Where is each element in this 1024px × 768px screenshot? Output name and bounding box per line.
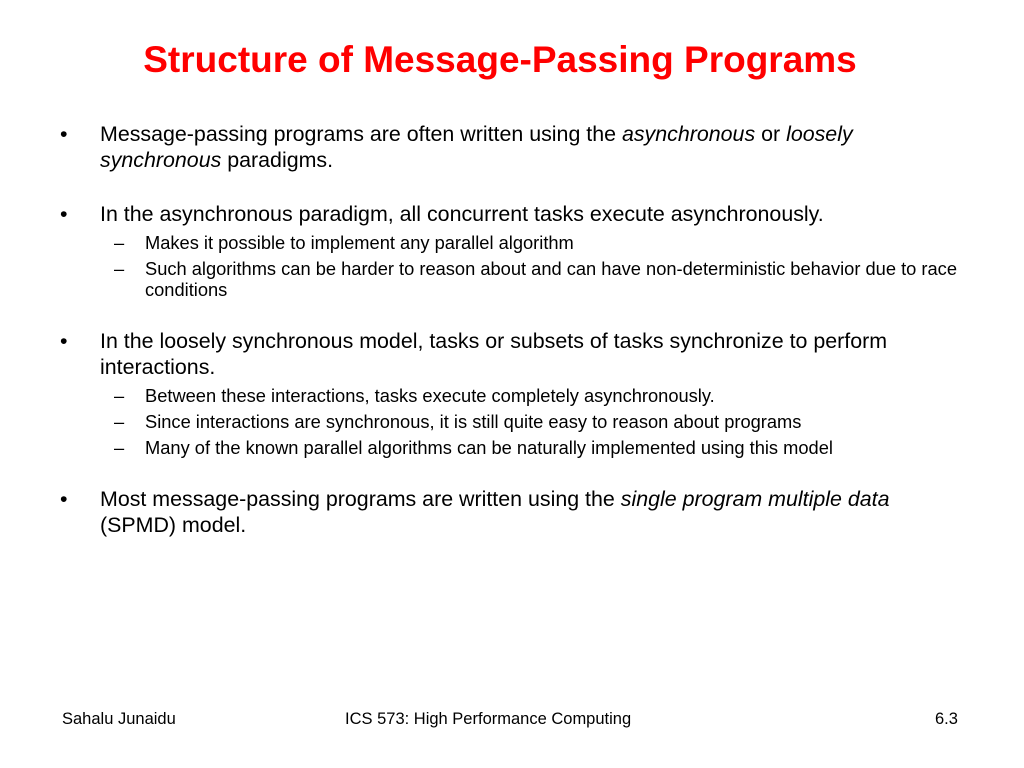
bullet-text (100, 122, 853, 172)
bullet-text-emphasis: loosely synchronous (100, 122, 853, 172)
sub-bullet-item (60, 258, 960, 300)
bullet-text-segment: (SPMD) model. (100, 513, 247, 537)
bullet-text: In the asynchronous paradigm, all concurrent tasks execute asynchronously. (100, 202, 824, 226)
slide-content (60, 121, 960, 538)
dash-icon: – (114, 437, 125, 458)
footer-author: Sahalu Junaidu (62, 710, 176, 728)
bullet-dot-icon: • (60, 487, 68, 511)
sub-bullet-text: Such algorithms can be harder to reason about and can have non-deterministic behavior due to race conditions (145, 258, 957, 300)
dash-icon: – (114, 232, 125, 253)
sub-bullet-item (60, 385, 960, 406)
bullet-text: In the loosely synchronous model, tasks or subsets of tasks synchronize to perform interactions. (100, 329, 888, 379)
bullet-text-segment: Message-passing programs are often written using the (100, 122, 622, 146)
sub-bullet-list (60, 232, 960, 300)
bullet-item (60, 328, 960, 380)
bullet-text-segment: or (755, 122, 787, 146)
dash-icon: – (114, 385, 125, 406)
sub-bullet-text: Many of the known parallel algorithms can be naturally implemented using this model (145, 437, 833, 458)
dash-icon: – (114, 258, 125, 279)
bullet-text-segment: Most message-passing programs are written using the (100, 487, 621, 511)
dash-icon: – (114, 411, 125, 432)
bullet-item (60, 486, 960, 538)
bullet-item (60, 121, 960, 173)
sub-bullet-item (60, 411, 960, 432)
sub-bullet-text: Makes it possible to implement any parallel algorithm (145, 232, 574, 253)
slide-title: Structure of Message-Passing Programs (143, 39, 857, 80)
bullet-item (60, 201, 960, 227)
bullet-dot-icon: • (60, 202, 68, 226)
bullet-text (100, 487, 889, 537)
bullet-dot-icon: • (60, 329, 68, 353)
bullet-text-emphasis: single program multiple data (620, 487, 890, 511)
bullet-text-segment: paradigms. (221, 148, 334, 172)
footer-course: ICS 573: High Performance Computing (345, 710, 632, 728)
sub-bullet-item (60, 232, 960, 253)
sub-bullet-list (60, 385, 960, 458)
sub-bullet-item (60, 437, 960, 458)
bullet-text-emphasis: asynchronous (621, 122, 756, 146)
sub-bullet-text: Between these interactions, tasks execute completely asynchronously. (145, 385, 715, 406)
page-number: 6.3 (935, 710, 958, 728)
bullet-dot-icon: • (60, 122, 68, 146)
sub-bullet-text: Since interactions are synchronous, it is still quite easy to reason about programs (145, 411, 802, 432)
